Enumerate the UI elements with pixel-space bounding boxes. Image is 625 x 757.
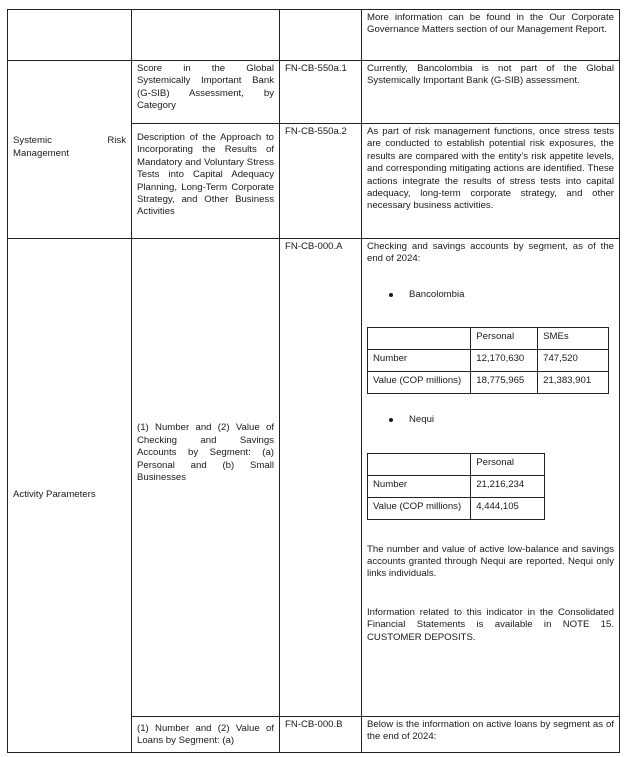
nequi-note: The number and value of active low-balance and savings accounts granted through Nequi are reported. Nequi only links individuals.	[367, 543, 614, 580]
code-stress-tests: FN-CB-550a.2	[280, 124, 362, 239]
accounts-intro: Checking and savings accounts by segment, as of the end of 2024:	[367, 241, 614, 265]
response-accounts	[362, 239, 620, 717]
table-cell: 4,444,105	[471, 497, 545, 519]
bullet-list	[367, 289, 614, 301]
sasb-index-table	[7, 9, 620, 753]
code-cell	[280, 10, 362, 61]
table-row	[8, 10, 620, 61]
table-cell: 18,775,965	[471, 372, 538, 394]
table-row	[368, 497, 545, 519]
bullet-list	[367, 414, 614, 426]
table-cell: Number	[368, 350, 471, 372]
table-cell: Value (COP millions)	[368, 497, 471, 519]
topic-systemic-risk: Systemic Risk Management	[13, 135, 126, 159]
bullet-nequi: Nequi	[367, 414, 614, 426]
response-gsib: Currently, Bancolombia is not part of the Global Systemically Important Bank (G-SIB) assessment.	[362, 61, 620, 124]
metric-cell	[132, 239, 280, 717]
topic-activity-parameters: Activity Parameters	[13, 489, 96, 501]
table-cell: 12,170,630	[471, 350, 538, 372]
metric-cell	[132, 10, 280, 61]
topic-cell	[8, 10, 132, 61]
metric-stress-tests: Description of the Approach to Incorporating the Results of Mandatory and Voluntary Stress Tests into Capital Adequacy Planning, Long-Term Corporate Strategy, and Other Business Activities	[132, 124, 280, 239]
table-header: Personal	[471, 453, 545, 475]
bullet-bancolombia: Bancolombia	[367, 289, 614, 301]
table-header: SMEs	[538, 328, 609, 350]
code-accounts: FN-CB-000.A	[280, 239, 362, 717]
bancolombia-accounts-table	[367, 327, 609, 394]
response-cell: More information can be found in the Our Corporate Governance Matters section of our Management Report.	[362, 10, 620, 61]
table-cell	[368, 328, 471, 350]
table-row	[368, 372, 609, 394]
table-row	[8, 239, 620, 717]
table-row	[368, 350, 609, 372]
metric-gsib: Score in the Global Systemically Important Bank (G-SIB) Assessment, by Category	[132, 61, 280, 124]
response-loans: Below is the information on active loans by segment as of the end of 2024:	[362, 717, 620, 753]
financial-statements-note: Information related to this indicator in the Consolidated Financial Statements is available in NOTE 15. CUSTOMER DEPOSITS.	[367, 606, 614, 643]
nequi-accounts-table	[367, 453, 545, 520]
table-cell	[368, 453, 471, 475]
table-row	[8, 61, 620, 124]
table-cell: 747,520	[538, 350, 609, 372]
code-loans: FN-CB-000.B	[280, 717, 362, 753]
table-cell: Value (COP millions)	[368, 372, 471, 394]
metric-loans: (1) Number and (2) Value of Loans by Segment: (a)	[132, 717, 280, 753]
code-gsib: FN-CB-550a.1	[280, 61, 362, 124]
response-stress-tests: As part of risk management functions, once stress tests are conducted to establish potential risk exposures, the results are compared with the entity's risk appetite levels, and corresponding mitigating actions are identified. These actions integrate the results of stress tests into capital adequacy, long-term corporate strategy, and other necessary business activities.	[362, 124, 620, 239]
topic-cell	[8, 239, 132, 753]
topic-cell	[8, 61, 132, 239]
table-row	[368, 328, 609, 350]
metric-accounts: (1) Number and (2) Value of Checking and Savings Accounts by Segment: (a) Personal and (b) Small Businesses	[137, 422, 274, 484]
table-cell: 21,383,901	[538, 372, 609, 394]
table-cell: 21,216,234	[471, 475, 545, 497]
table-row	[368, 475, 545, 497]
table-row	[368, 453, 545, 475]
table-cell: Number	[368, 475, 471, 497]
table-header: Personal	[471, 328, 538, 350]
